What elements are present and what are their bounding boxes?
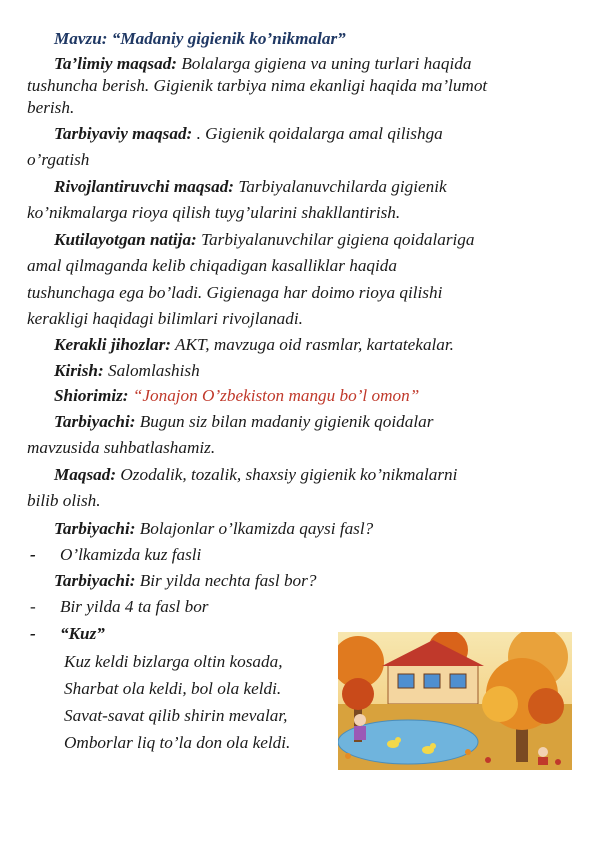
equipment-label: Kerakli jihozlar:	[54, 335, 171, 354]
upbringing-goal-line-1: Tarbiyaviy maqsad: . Gigienik qoidalarga amal qilishga	[54, 124, 443, 143]
answer-text: Bir yilda 4 ta fasl bor	[60, 597, 209, 616]
list-dash: -	[30, 597, 36, 616]
intro-line: Kirish: Salomlashish	[54, 361, 200, 380]
expected-result-line-4: kerakligi haqidagi bilimlari rivojlanadi.	[27, 309, 303, 328]
list-dash: -	[30, 624, 36, 643]
slogan-line	[54, 386, 419, 406]
topic-label: Mavzu:	[54, 29, 108, 48]
topic-line	[54, 29, 346, 49]
poem-title: “Kuz”	[60, 624, 105, 643]
teacher-label: Tarbiyachi:	[54, 571, 136, 590]
developmental-goal-label: Rivojlantiruvchi maqsad:	[54, 177, 235, 196]
upbringing-goal-line-2: o’rgatish	[27, 150, 90, 169]
educational-goal-label: Ta’limiy maqsad:	[54, 54, 178, 73]
expected-result-line-3: tushunchaga ega bo’ladi. Gigienaga har doimo rioya qilishi	[27, 283, 443, 302]
teacher-label: Tarbiyachi:	[54, 519, 136, 538]
teacher-label: Tarbiyachi:	[54, 412, 136, 431]
slogan-label: Shiorimiz:	[54, 386, 129, 405]
educational-goal-line-2: tushuncha berish. Gigienik tarbiya nima ekanligi haqida ma’lumot	[27, 76, 488, 95]
goal-line-1: Maqsad: Ozodalik, tozalik, shaxsiy gigienik ko’nikmalarni	[54, 465, 458, 484]
developmental-goal-line-1: Rivojlantiruvchi maqsad: Tarbiyalanuvchilarda gigienik	[54, 177, 447, 196]
poem-line: Sharbat ola keldi, bol ola keldi.	[64, 679, 282, 698]
educational-goal-line-1: Ta’limiy maqsad: Bolalarga gigiena va uning turlari haqida	[54, 54, 472, 73]
expected-result-label: Kutilayotgan natija:	[54, 230, 197, 249]
equipment-line: Kerakli jihozlar: AKT, mavzuga oid rasmlar, kartatekalar.	[54, 335, 454, 354]
goal-line-2: bilib olish.	[27, 491, 101, 510]
poem-line: Omborlar liq to’la don ola keldi.	[64, 733, 291, 752]
developmental-goal-line-2: ko’nikmalarga rioya qilish tuyg’ularini shakllantirish.	[27, 203, 401, 222]
intro-label: Kirish:	[54, 361, 104, 380]
expected-result-line-2: amal qilmaganda kelib chiqadigan kasalliklar haqida	[27, 256, 397, 275]
upbringing-goal-label: Tarbiyaviy maqsad:	[54, 124, 193, 143]
answer-text: O’lkamizda kuz fasli	[60, 545, 202, 564]
teacher-line-2: mavzusida suhbatlashamiz.	[27, 438, 216, 457]
topic-title: “Madaniy gigienik ko’nikmalar”	[111, 29, 346, 48]
expected-result-line-1: Kutilayotgan natija: Tarbiyalanuvchilar gigiena qoidalariga	[54, 230, 475, 249]
teacher-question-1: Tarbiyachi: Bolajonlar o’lkamizda qaysi fasl?	[54, 519, 374, 538]
autumn-illustration	[338, 632, 572, 770]
slogan-text: “Jonajon O’zbekiston mangu bo’l omon”	[132, 386, 420, 405]
teacher-question-2: Tarbiyachi: Bir yilda nechta fasl bor?	[54, 571, 317, 590]
goal-label: Maqsad:	[54, 465, 117, 484]
educational-goal-line-3: berish.	[27, 98, 75, 117]
poem-line: Savat-savat qilib shirin mevalar,	[64, 706, 288, 725]
list-dash: -	[30, 545, 36, 564]
poem-line: Kuz keldi bizlarga oltin kosada,	[64, 652, 283, 671]
teacher-line-1: Tarbiyachi: Bugun siz bilan madaniy gigienik qoidalar	[54, 412, 434, 431]
